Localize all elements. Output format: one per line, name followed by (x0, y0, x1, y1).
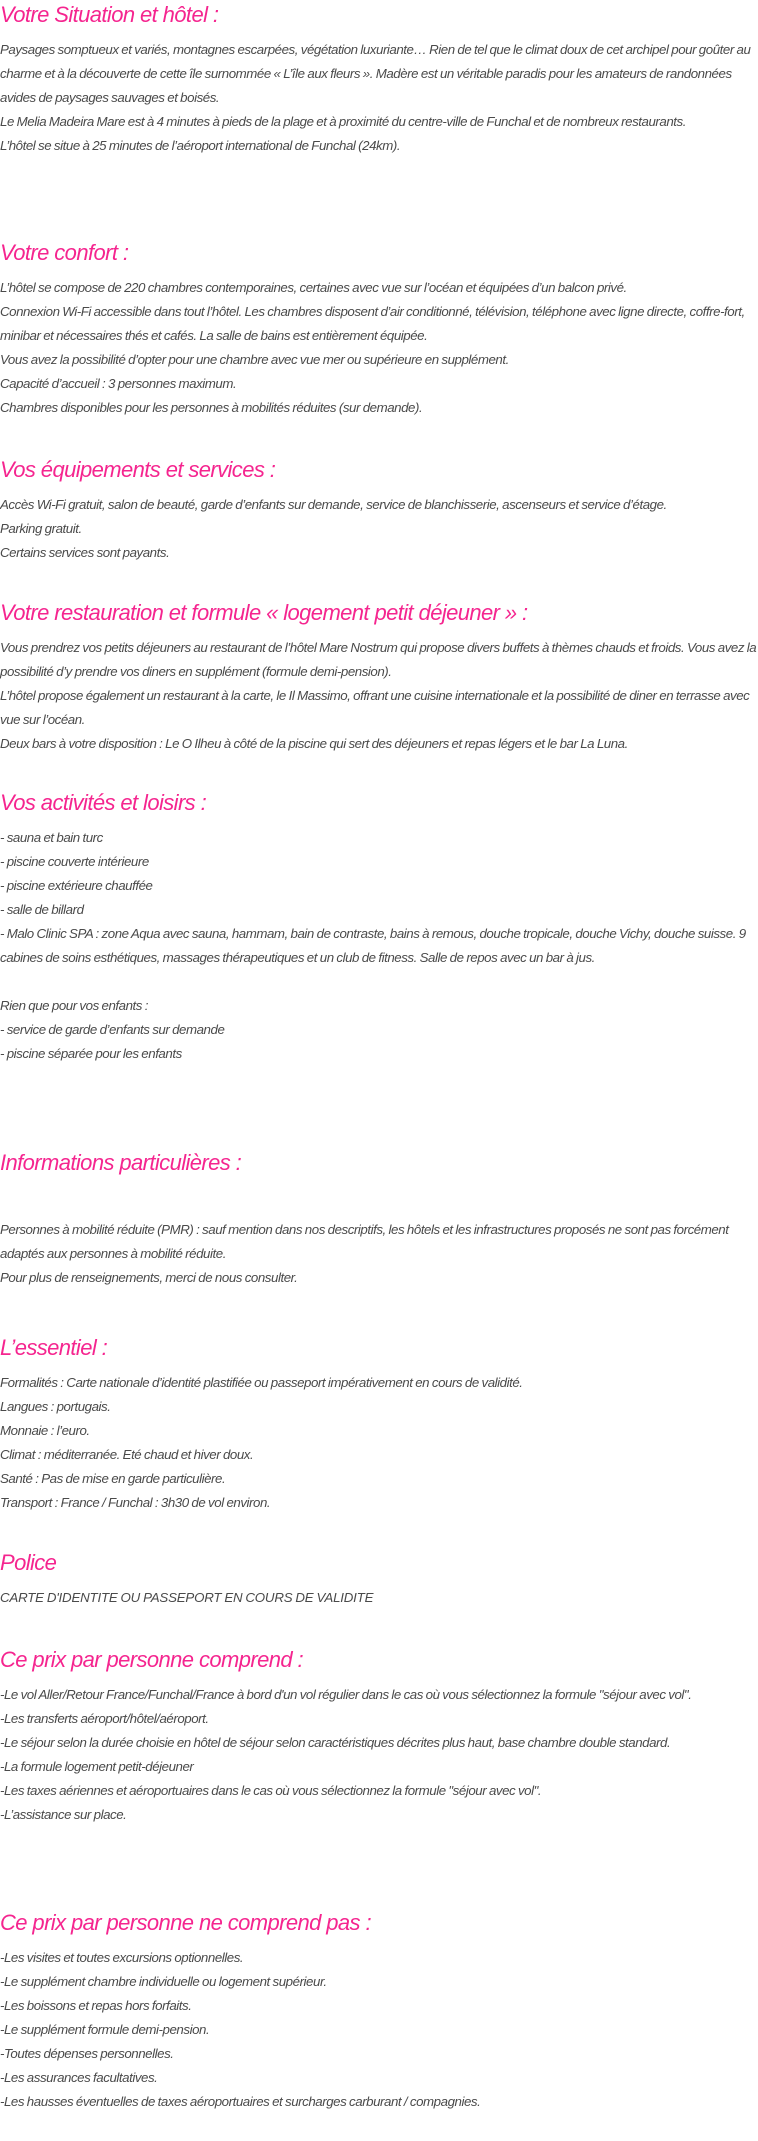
list-item: - Malo Clinic SPA : zone Aqua avec sauna, hammam, bain de contraste, bains à remous, douche tropicale, douche Vichy, douche suisse. 9 cabines de soins esthétiques, massages thérapeutiques et un club de fitness. Salle de repos avec un bar à jus. (0, 926, 746, 965)
list-item: - salle de billard (0, 902, 84, 917)
section-restauration (0, 598, 758, 756)
section-body (0, 1178, 758, 1290)
section-title: Vos activités et loisirs : (0, 790, 207, 815)
section-confort (0, 238, 758, 420)
section-comprend (0, 1645, 758, 1827)
list-item: -Toutes dépenses personnelles. (0, 2046, 174, 2061)
info-line: Transport : France / Funchal : 3h30 de vol environ. (0, 1495, 271, 1510)
section-title: Vos équipements et services : (0, 457, 276, 482)
paragraph: Vous avez la possibilité d’opter pour une chambre avec vue mer ou supérieure en supplément. (0, 352, 509, 367)
list-item: - piscine extérieure chauffée (0, 878, 153, 893)
section-title: L’essentiel : (0, 1335, 108, 1360)
info-line: Monnaie : l’euro. (0, 1423, 90, 1438)
paragraph: Chambres disponibles pour les personnes à mobilités réduites (sur demande). (0, 400, 423, 415)
section-essentiel (0, 1333, 758, 1515)
list-item: -La formule logement petit-déjeuner (0, 1759, 194, 1774)
paragraph: Deux bars à votre disposition : Le O Ilheu à côté de la piscine qui sert des déjeuners et repas légers et le bar La Luna. (0, 736, 628, 751)
paragraph: CARTE D'IDENTITE OU PASSEPORT EN COURS DE VALIDITE (0, 1590, 374, 1605)
section-equipements (0, 455, 758, 565)
section-ne-comprend-pas (0, 1908, 758, 2114)
spacer (0, 970, 758, 994)
info-line: Climat : méditerranée. Eté chaud et hiver doux. (0, 1447, 254, 1462)
section-informations (0, 1148, 758, 1290)
paragraph: L’hôtel se compose de 220 chambres contemporaines, certaines avec vue sur l’océan et équipées d’un balcon privé. (0, 280, 627, 295)
paragraph: Certains services sont payants. (0, 545, 170, 560)
spacer (0, 1186, 758, 1218)
list-item: -Les transferts aéroport/hôtel/aéroport. (0, 1711, 209, 1726)
list-item: -Les taxes aériennes et aéroportuaires dans le cas où vous sélectionnez la formule "séjour avec vol". (0, 1783, 542, 1798)
section-body (0, 268, 758, 420)
info-line: Langues : portugais. (0, 1399, 111, 1414)
section-body (0, 485, 758, 565)
section-body (0, 1578, 758, 1610)
section-title: Votre Situation et hôtel : (0, 2, 219, 27)
section-body (0, 30, 758, 158)
list-item: -Le vol Aller/Retour France/Funchal/France à bord d'un vol régulier dans le cas où vous sélectionnez la formule "séjour avec vol". (0, 1687, 692, 1702)
section-title: Ce prix par personne ne comprend pas : (0, 1910, 371, 1935)
paragraph: Accès Wi-Fi gratuit, salon de beauté, garde d’enfants sur demande, service de blanchisserie, ascenseurs et service d’étage. (0, 497, 667, 512)
section-title: Informations particulières : (0, 1150, 242, 1175)
kids-intro: Rien que pour vos enfants : (0, 998, 148, 1013)
section-title: Votre confort : (0, 240, 129, 265)
list-item: - service de garde d’enfants sur demande (0, 1022, 225, 1037)
paragraph: Pour plus de renseignements, merci de nous consulter. (0, 1270, 298, 1285)
list-item: - sauna et bain turc (0, 830, 103, 845)
section-situation (0, 0, 758, 158)
section-body (0, 628, 758, 756)
list-item: - piscine couverte intérieure (0, 854, 149, 869)
list-item: - piscine séparée pour les enfants (0, 1046, 182, 1061)
section-body (0, 1675, 758, 1827)
section-body (0, 1938, 758, 2114)
list-item: -Les assurances facultatives. (0, 2070, 158, 2085)
list-item: -Le supplément chambre individuelle ou logement supérieur. (0, 1974, 327, 1989)
paragraph: L’hôtel se situe à 25 minutes de l’aéroport international de Funchal (24km). (0, 138, 401, 153)
list-item: -L’assistance sur place. (0, 1807, 127, 1822)
paragraph: Parking gratuit. (0, 521, 82, 536)
paragraph: Connexion Wi-Fi accessible dans tout l’hôtel. Les chambres disposent d’air conditionné, télévision, téléphone avec ligne directe, coffre-fort, minibar et nécessaires thés et cafés. La salle de bains est entièrement équipée. (0, 304, 745, 343)
list-item: -Le supplément formule demi-pension. (0, 2022, 210, 2037)
section-body (0, 1363, 758, 1515)
paragraph: Vous prendrez vos petits déjeuners au restaurant de l’hôtel Mare Nostrum qui propose divers buffets à thèmes chauds et froids. Vous avez la possibilité d’y prendre vos diners en supplément (formule demi-pension). (0, 640, 757, 679)
section-title: Votre restauration et formule « logement petit déjeuner » : (0, 600, 528, 625)
info-line: Formalités : Carte nationale d’identité plastifiée ou passeport impérativement en cours de validité. (0, 1375, 523, 1390)
paragraph: Paysages somptueux et variés, montagnes escarpées, végétation luxuriante… Rien de tel que le climat doux de cet archipel pour goûter au charme et à la découverte de cette île surnommée « L’île aux fleurs ». Madère est un véritable paradis pour les amateurs de randonnées avides de paysages sauvages et boisés. (0, 42, 751, 105)
section-body (0, 818, 758, 1066)
section-title: Police (0, 1550, 57, 1575)
section-activites (0, 788, 758, 1066)
info-line: Santé : Pas de mise en garde particulière. (0, 1471, 226, 1486)
list-item: -Le séjour selon la durée choisie en hôtel de séjour selon caractéristiques décrites plus haut, base chambre double standard. (0, 1735, 671, 1750)
list-item: -Les visites et toutes excursions optionnelles. (0, 1950, 244, 1965)
paragraph: L’hôtel propose également un restaurant à la carte, le Il Massimo, offrant une cuisine internationale et la possibilité de diner en terrasse avec vue sur l’océan. (0, 688, 750, 727)
section-title: Ce prix par personne comprend : (0, 1647, 304, 1672)
list-item: -Les hausses éventuelles de taxes aéroportuaires et surcharges carburant / compagnies. (0, 2094, 481, 2109)
paragraph: Le Melia Madeira Mare est à 4 minutes à pieds de la plage et à proximité du centre-ville de Funchal et de nombreux restaurants. (0, 114, 686, 129)
paragraph: Personnes à mobilité réduite (PMR) : sauf mention dans nos descriptifs, les hôtels et les infrastructures proposés ne sont pas forcément adaptés aux personnes à mobilité réduite. (0, 1222, 729, 1261)
paragraph: Capacité d’accueil : 3 personnes maximum. (0, 376, 237, 391)
section-police (0, 1548, 758, 1610)
list-item: -Les boissons et repas hors forfaits. (0, 1998, 192, 2013)
